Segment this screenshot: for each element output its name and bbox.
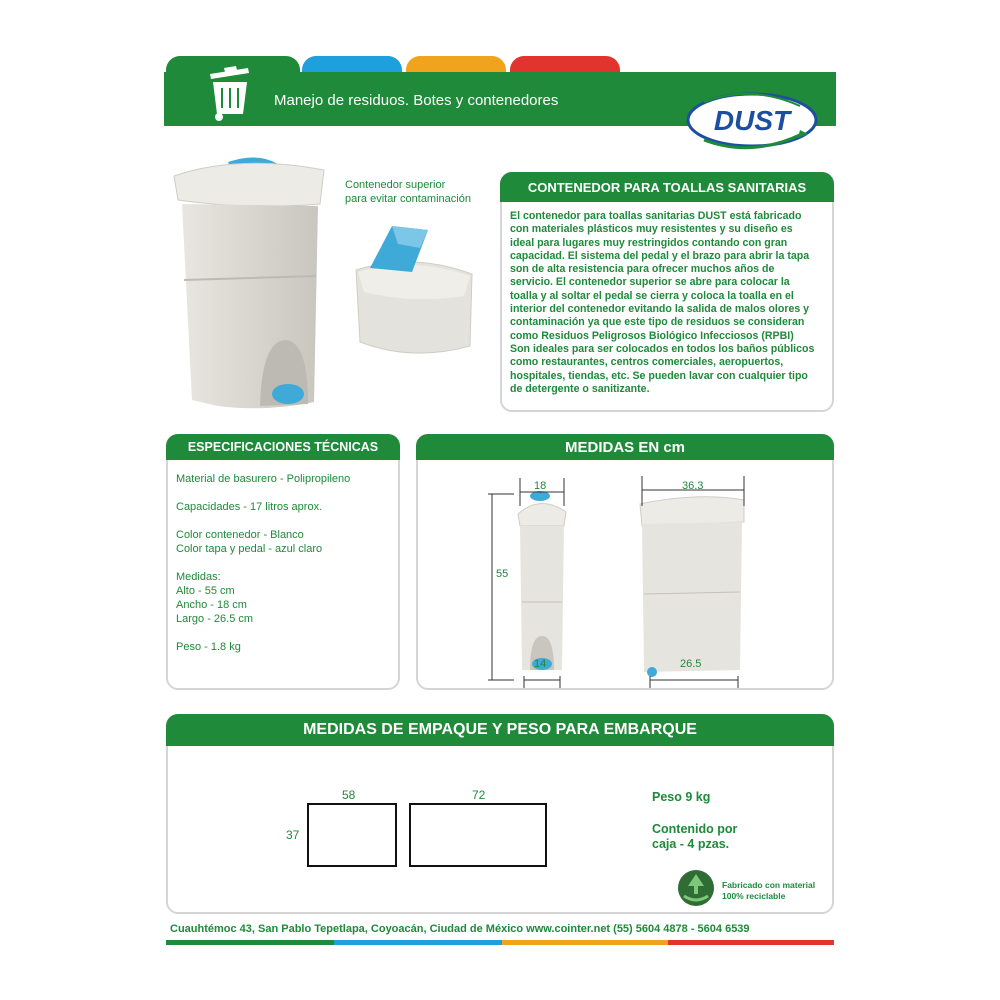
recycle-line-2: 100% reciclable	[722, 891, 786, 901]
description-line: capacidad. El sistema del pedal y el brazo para abrir la tapa	[510, 249, 810, 262]
measures-panel	[416, 434, 834, 690]
dust-logo	[684, 88, 820, 152]
footer-bar-red	[668, 940, 834, 945]
packing-diagram	[298, 796, 558, 870]
product-image-top	[352, 222, 476, 362]
dim-front-bottom: 14	[534, 658, 547, 670]
spec-measures	[176, 570, 350, 626]
dim-side-bottom: 26.5	[680, 658, 702, 670]
description-line: Son ideales para ser colocados en todos los baños públicos	[510, 342, 815, 355]
pack-weight: Peso 9 kg	[652, 790, 711, 804]
footer-bar-green	[166, 940, 334, 945]
dim-side-top: 36.3	[682, 480, 704, 492]
caption-line-2: para evitar contaminación	[345, 193, 471, 205]
pack-dim-c: 37	[286, 828, 300, 842]
description-panel	[500, 172, 834, 412]
spec-width: Ancho - 18 cm	[176, 599, 247, 611]
specs-panel	[166, 434, 400, 690]
dim-front-top: 18	[534, 480, 547, 492]
caption-top	[345, 178, 471, 206]
specs-body	[176, 472, 350, 668]
description-line: con materiales plásticos muy resistentes y su diseño es	[510, 223, 793, 236]
description-text	[510, 210, 828, 396]
pack-dim-a: 58	[342, 788, 356, 802]
description-line: de detergente o sanitizante.	[510, 382, 650, 395]
measures-title: MEDIDAS EN cm	[416, 434, 834, 460]
pack-content-line-2: caja - 4 pzas.	[652, 837, 730, 851]
description-line: contaminación ya que este tipo de residuos se consideran	[510, 316, 805, 329]
header-title: Manejo de residuos. Botes y contenedores	[274, 92, 559, 109]
packing-title: MEDIDAS DE EMPAQUE Y PESO PARA EMBARQUE	[166, 714, 834, 746]
footer-color-bars	[166, 940, 834, 945]
pack-content-line-1: Contenido por	[652, 822, 738, 836]
description-line: ideal para lugares muy restringidos contando con gran	[510, 236, 788, 249]
description-line: El contenedor para toallas sanitarias DUST está fabricado	[510, 210, 802, 222]
spec-material: Material de basurero - Polipropileno	[176, 473, 351, 485]
recycle-line-1: Fabricado con material	[722, 880, 816, 890]
footer-bar-orange	[502, 940, 668, 945]
spec-weight: Peso - 1.8 kg	[176, 641, 241, 653]
spec-color-container: Color contenedor - Blanco	[176, 529, 304, 541]
description-line: servicio. El contenedor superior se abre para colocar la	[510, 276, 790, 289]
description-line: como restaurantes, centros comerciales, aeropuertos,	[510, 356, 784, 369]
spec-measures-label: Medidas:	[176, 571, 221, 583]
product-image-main	[168, 150, 328, 412]
caption-line-1: Contenedor superior	[345, 179, 446, 191]
recycle-icon	[676, 868, 716, 908]
specs-title: ESPECIFICACIONES TÉCNICAS	[166, 434, 400, 460]
spec-height: Alto - 55 cm	[176, 585, 235, 597]
spec-color-lid: Color tapa y pedal - azul claro	[176, 543, 323, 555]
pack-dim-b: 72	[472, 788, 486, 802]
spec-length: Largo - 26.5 cm	[176, 613, 254, 625]
description-line: son de alta resistencia para ofrecer muchos años de	[510, 263, 775, 276]
trash-bin-icon	[202, 60, 256, 122]
description-line: toalla y al soltar el pedal se cierra y coloca la toalla en el	[510, 289, 794, 302]
description-line: como Residuos Peligrosos Biológico Infecciosos (RPBI)	[510, 329, 794, 342]
spec-capacity: Capacidades - 17 litros aprox.	[176, 501, 323, 513]
pack-content	[652, 822, 737, 852]
measures-diagram	[418, 466, 832, 688]
footer-address: Cuauhtémoc 43, San Pablo Tepetlapa, Coyoacán, Ciudad de México www.cointer.net (55) 5604 4878 - 5604 6539	[170, 923, 750, 935]
recycle-text	[722, 880, 815, 902]
description-line: hospitales, tiendas, etc. Se pueden lavar con cualquier tipo	[510, 369, 808, 382]
dim-front-height: 55	[496, 568, 509, 580]
spec-colors	[176, 528, 350, 556]
description-title: CONTENEDOR PARA TOALLAS SANITARIAS	[500, 172, 834, 202]
brand-text: DUST	[713, 105, 791, 136]
footer-bar-blue	[334, 940, 502, 945]
description-line: interior del contenedor evitando la salida de malos olores y	[510, 303, 810, 316]
